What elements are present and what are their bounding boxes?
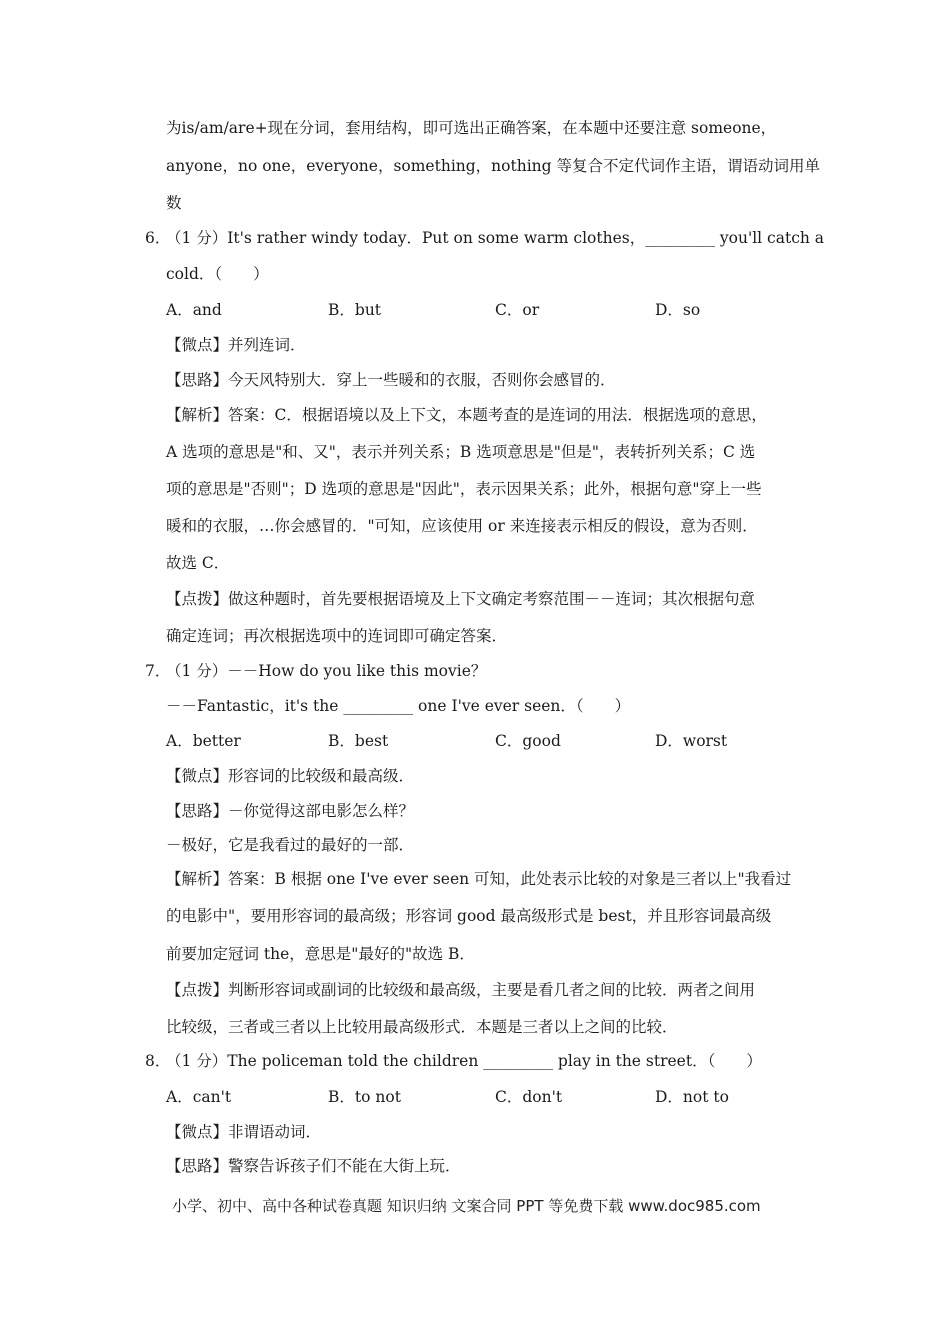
- question-7-option-c: C．good: [495, 732, 561, 750]
- question-8-number: 8．: [145, 1052, 171, 1070]
- question-6-jiexi-line-1: 【解析】答案：C．根据语境以及上下文，本题考查的是连词的用法．根据选项的意思，: [166, 406, 767, 424]
- question-7-silu-line-1: 【思路】－你觉得这部电影怎么样？: [166, 802, 415, 820]
- question-6-option-c: C．or: [495, 301, 540, 319]
- question-6-weidian: 【微点】并列连词．: [166, 336, 306, 354]
- question-7-option-b: B．best: [328, 732, 389, 750]
- question-6-dianbo-line-2: 确定连词；再次根据选项中的连词即可确定答案．: [166, 627, 508, 645]
- question-7-silu-line-2: －极好，它是我看过的最好的一部．: [166, 836, 415, 854]
- question-6-silu: 【思路】今天风特别大．穿上一些暖和的衣服，否则你会感冒的．: [166, 371, 616, 389]
- question-6-jiexi-line-3: 项的意思是"否则"；D 选项的意思是"因此"，表示因果关系；此外，根据句意"穿上一些: [166, 480, 762, 498]
- question-6-dianbo-line-1: 【点拨】做这种题时，首先要根据语境及上下文确定考察范围－－连词；其次根据句意: [166, 590, 756, 608]
- question-8-option-b: B．to not: [328, 1088, 401, 1106]
- question-6-number: 6．: [145, 229, 171, 247]
- question-7-weidian: 【微点】形容词的比较级和最高级．: [166, 767, 415, 785]
- question-6-jiexi-line-4: 暖和的衣服，…你会感冒的．"可知，应该使用 or 来连接表示相反的假设，意为否则．: [166, 517, 758, 535]
- intro-line-3: 数: [166, 194, 182, 212]
- question-8-weidian: 【微点】非谓语动词．: [166, 1123, 322, 1141]
- question-6-text-line-2: cold．（ ）: [166, 265, 269, 283]
- question-6-option-b: B．but: [328, 301, 382, 319]
- question-6-jiexi-line-2: A 选项的意思是"和、又"，表示并列关系；B 选项意思是"但是"，表转折列关系；C 选: [166, 443, 756, 461]
- page-footer: 小学、初中、高中各种试卷真题 知识归纳 文案合同 PPT 等免费下载 www.doc985.com: [172, 1197, 761, 1215]
- question-7-option-d: D．worst: [655, 732, 728, 750]
- question-8-option-d: D．not to: [655, 1088, 729, 1106]
- question-6-option-a: A．and: [166, 301, 222, 319]
- intro-line-2: anyone，no one，everyone，something，nothing 等复合不定代词作主语，谓语动词用单: [166, 157, 820, 175]
- question-6-jiexi-line-5: 故选 C．: [166, 554, 230, 572]
- question-7-number: 7．: [145, 662, 171, 680]
- question-7-option-a: A．better: [166, 732, 241, 750]
- question-7-jiexi-line-2: 的电影中"，要用形容词的最高级；形容词 good 最高级形式是 best，并且形容词最高级: [166, 907, 772, 925]
- question-7-text-line-2: －－Fantastic，it's the _________ one I've ever seen．（ ）: [166, 697, 631, 715]
- question-7-jiexi-line-1: 【解析】答案：B 根据 one I've ever seen 可知，此处表示比较的对象是三者以上"我看过: [166, 870, 792, 888]
- question-8-option-a: A．can't: [166, 1088, 232, 1106]
- question-6-option-d: D．so: [655, 301, 701, 319]
- question-8-option-c: C．don't: [495, 1088, 563, 1106]
- question-8-text-line-1: （1 分）The policeman told the children _________ play in the street．（ ）: [166, 1052, 762, 1070]
- question-7-text-line-1: （1 分）－－How do you like this movie？: [166, 662, 487, 680]
- question-8-silu: 【思路】警察告诉孩子们不能在大街上玩．: [166, 1157, 461, 1175]
- intro-line-1: 为is/am/are+现在分词，套用结构，即可选出正确答案，在本题中还要注意 someone，: [166, 119, 777, 137]
- question-7-jiexi-line-3: 前要加定冠词 the，意思是"最好的"故选 B．: [166, 945, 475, 963]
- question-7-dianbo-line-2: 比较级，三者或三者以上比较用最高级形式．本题是三者以上之间的比较．: [166, 1018, 678, 1036]
- question-7-dianbo-line-1: 【点拨】判断形容词或副词的比较级和最高级，主要是看几者之间的比较．两者之间用: [166, 981, 756, 999]
- question-6-text-line-1: （1 分）It's rather windy today．Put on some warm clothes，_________ you'll catch a: [166, 229, 825, 247]
